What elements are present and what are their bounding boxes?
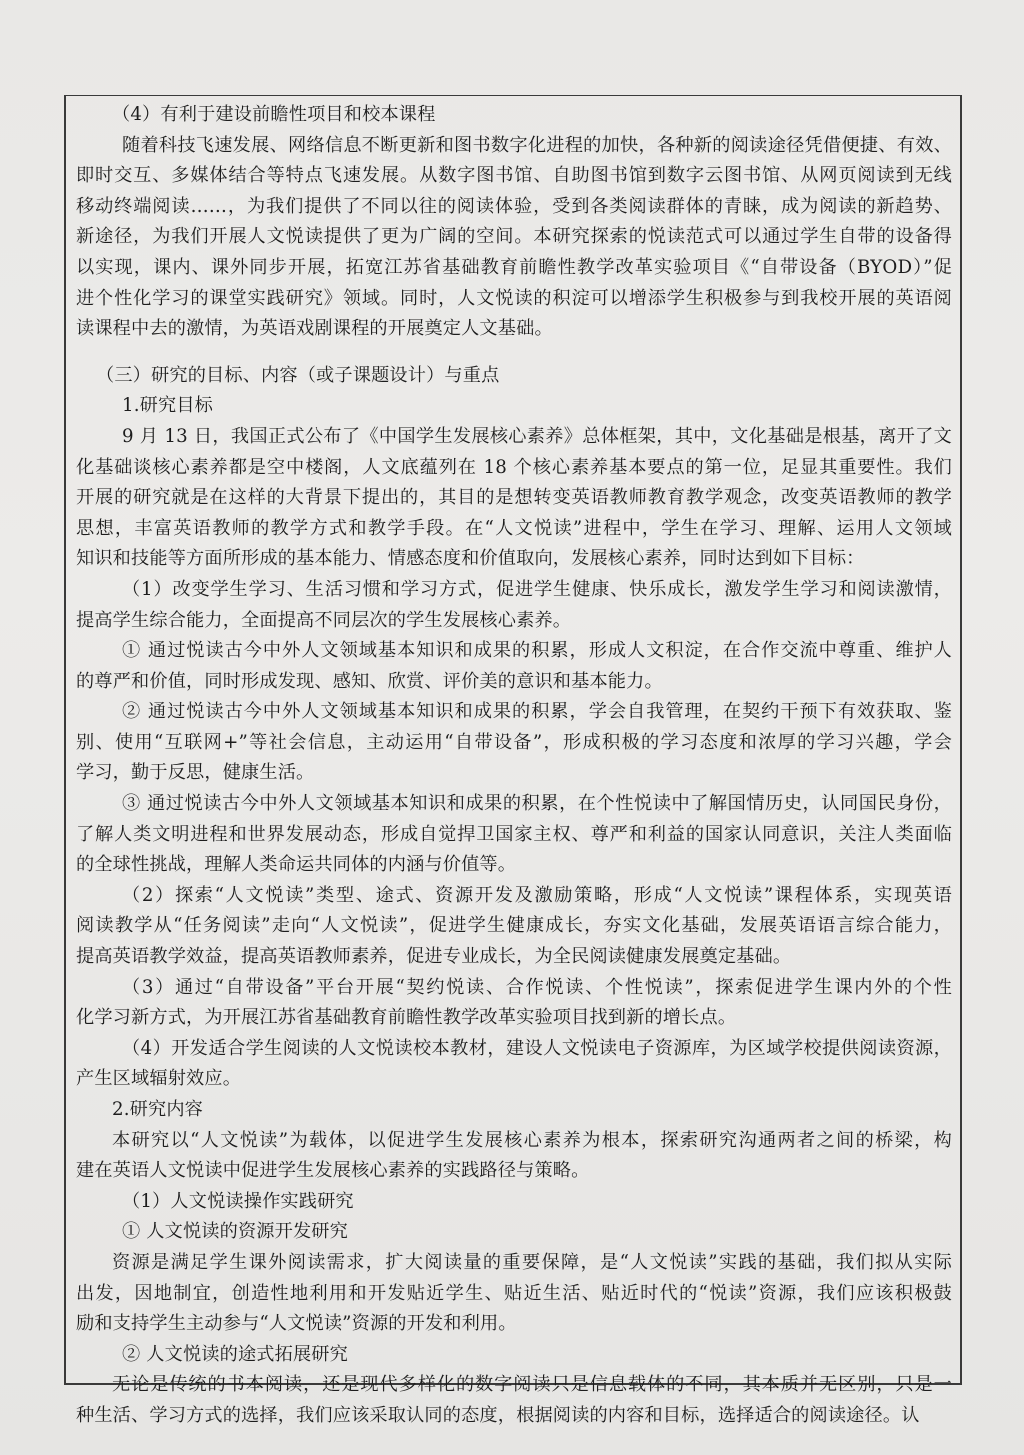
- paragraph: [76, 881, 952, 973]
- text-line: 以实现，课内、课外同步开展，拓宽江苏省基础教育前瞻性教学改革实验项目《“自带设备（BYOD）”促: [76, 256, 952, 278]
- paragraph: [76, 131, 952, 345]
- text-line: ② 通过悦读古今中外人文领域基本知识和成果的积累，学会自我管理，在契约干预下有效获取、鉴: [122, 701, 952, 723]
- text-line: 了解人类文明进程和世界发展动态，形成自觉捍卫国家主权、尊严和利益的国家认同意识，关注人类面临: [76, 823, 952, 845]
- paragraph: [76, 575, 952, 636]
- text-line: （2）探索“人文悦读”类型、途式、资源开发及激励策略，形成“人文悦读”课程体系，实现英语: [122, 884, 952, 906]
- paragraph: [76, 973, 952, 1034]
- paragraph: [76, 422, 952, 575]
- paragraph: [76, 636, 952, 697]
- paragraph: [76, 1370, 952, 1431]
- text-line: 种生活、学习方式的选择，我们应该采取认同的态度，根据阅读的内容和目标，选择适合的阅读途径。认: [76, 1404, 920, 1426]
- spacer: [76, 345, 952, 361]
- goal-heading: 1.研究目标: [122, 395, 214, 417]
- text-line: 移动终端阅读……，为我们提供了不同以往的阅读体验，受到各类阅读群体的青睐，成为阅读的新趋势、: [76, 195, 952, 217]
- content1-b-heading: ② 人文悦读的途式拓展研究: [122, 1343, 348, 1365]
- text-line: 开展的研究就是在这样的大背景下提出的，其目的是想转变英语教师教育教学观念，改变英语教师的教学: [76, 487, 952, 509]
- text-line: 新途径，为我们开展人文悦读提供了更为广阔的空间。本研究探索的悦读范式可以通过学生自带的设备得: [76, 226, 952, 248]
- text-line: 出发，因地制宜，创造性地利用和开发贴近学生、贴近生活、贴近时代的“悦读”资源，我们应该积极鼓: [76, 1282, 952, 1304]
- text-line: 阅读教学从“任务阅读”走向“人文悦读”，促进学生健康成长，夯实文化基础，发展英语语言综合能力，: [76, 915, 952, 937]
- content1-a-heading: ① 人文悦读的资源开发研究: [122, 1221, 348, 1243]
- text-line: 化基础谈核心素养都是空中楼阁，人文底蕴列在 18 个核心素养基本要点的第一位，足显其重要性。我们: [76, 456, 952, 478]
- text-line: 别、使用“互联网+”等社会信息，主动运用“自带设备”，形成积极的学习态度和浓厚的学习兴趣，学会: [76, 731, 952, 753]
- text-line: 资源是满足学生课外阅读需求，扩大阅读量的重要保障，是“人文悦读”实践的基础，我们拟从实际: [112, 1251, 952, 1273]
- text-line: ① 通过悦读古今中外人文领域基本知识和成果的积累，形成人文积淀，在合作交流中尊重、维护人: [122, 640, 952, 662]
- text-line: 建在英语人文悦读中促进学生发展核心素养的实践路径与策略。: [76, 1160, 590, 1182]
- text-line: 无论是传统的书本阅读，还是现代多样化的数字阅读只是信息载体的不同，其本质并无区别，只是一: [112, 1374, 952, 1396]
- paragraph: [76, 1126, 952, 1187]
- text-line: 化学习新方式，为开展江苏省基础教育前瞻性教学改革实验项目找到新的增长点。: [76, 1007, 737, 1029]
- text-line: （1）改变学生学习、生活习惯和学习方式，促进学生健康、快乐成长，激发学生学习和阅读激情，: [122, 578, 952, 600]
- text-line: 读课程中去的激情，为英语戏剧课程的开展奠定人文基础。: [76, 318, 553, 340]
- text-line: （3）通过“自带设备”平台开展“契约悦读、合作悦读、个性悦读”，探索促进学生课内外的个性: [122, 976, 952, 998]
- text-line: 本研究以“人文悦读”为载体，以促进学生发展核心素养为根本，探索研究沟通两者之间的桥梁，构: [112, 1129, 952, 1151]
- text-line: 进个性化学习的课堂实践研究》领域。同时，人文悦读的积淀可以增添学生积极参与到我校开展的英语阅: [76, 287, 952, 309]
- paragraph: [76, 697, 952, 789]
- paragraph: [76, 1248, 952, 1340]
- text-line: 随着科技飞速发展、网络信息不断更新和图书数字化进程的加快，各种新的阅读途径凭借便捷、有效、: [122, 134, 952, 156]
- content-heading: 2.研究内容: [112, 1099, 204, 1120]
- text-line: 励和支持学生主动参与“人文悦读”资源的开发和利用。: [76, 1313, 517, 1335]
- text-line: 的全球性挑战，理解人类命运共同体的内涵与价值等。: [76, 854, 517, 876]
- text-line: 9 月 13 日，我国正式公布了《中国学生发展核心素养》总体框架，其中，文化基础是根基，离开了文: [122, 425, 952, 447]
- document-body: [76, 100, 952, 1432]
- paragraph: [76, 1034, 952, 1095]
- text-line: 即时交互、多媒体结合等特点飞速发展。从数字图书馆、自助图书馆到数字云图书馆、从网页阅读到无线: [76, 165, 952, 187]
- table-frame: [64, 95, 962, 1426]
- content1-heading: （1）人文悦读操作实践研究: [122, 1190, 354, 1212]
- section-heading: （三）研究的目标、内容（或子课题设计）与重点: [96, 364, 500, 386]
- text-line: 知识和技能等方面所形成的基本能力、情感态度和价值取向，发展核心素养，同时达到如下目标：: [76, 548, 865, 570]
- text-line: 产生区域辐射效应。: [76, 1068, 242, 1090]
- text-line: 思想，丰富英语教师的教学方式和教学手段。在“人文悦读”进程中，学生在学习、理解、运用人文领域: [76, 517, 952, 539]
- text-line: 提高学生综合能力，全面提高不同层次的学生发展核心素养。: [76, 609, 572, 631]
- text-line: 的尊严和价值，同时形成发现、感知、欣赏、评价美的意识和基本能力。: [76, 670, 663, 692]
- paragraph: [76, 789, 952, 881]
- text-line: 提高英语教学效益，提高英语教师素养，促进专业成长，为全民阅读健康发展奠定基础。: [76, 946, 792, 968]
- subsection-heading: （4）有利于建设前瞻性项目和校本课程: [112, 104, 436, 125]
- text-line: 学习，勤于反思，健康生活。: [76, 762, 315, 784]
- text-line: （4）开发适合学生阅读的人文悦读校本教材，建设人文悦读电子资源库，为区域学校提供阅读资源，: [122, 1037, 952, 1059]
- text-line: ③ 通过悦读古今中外人文领域基本知识和成果的积累，在个性悦读中了解国情历史，认同国民身份，: [122, 793, 952, 815]
